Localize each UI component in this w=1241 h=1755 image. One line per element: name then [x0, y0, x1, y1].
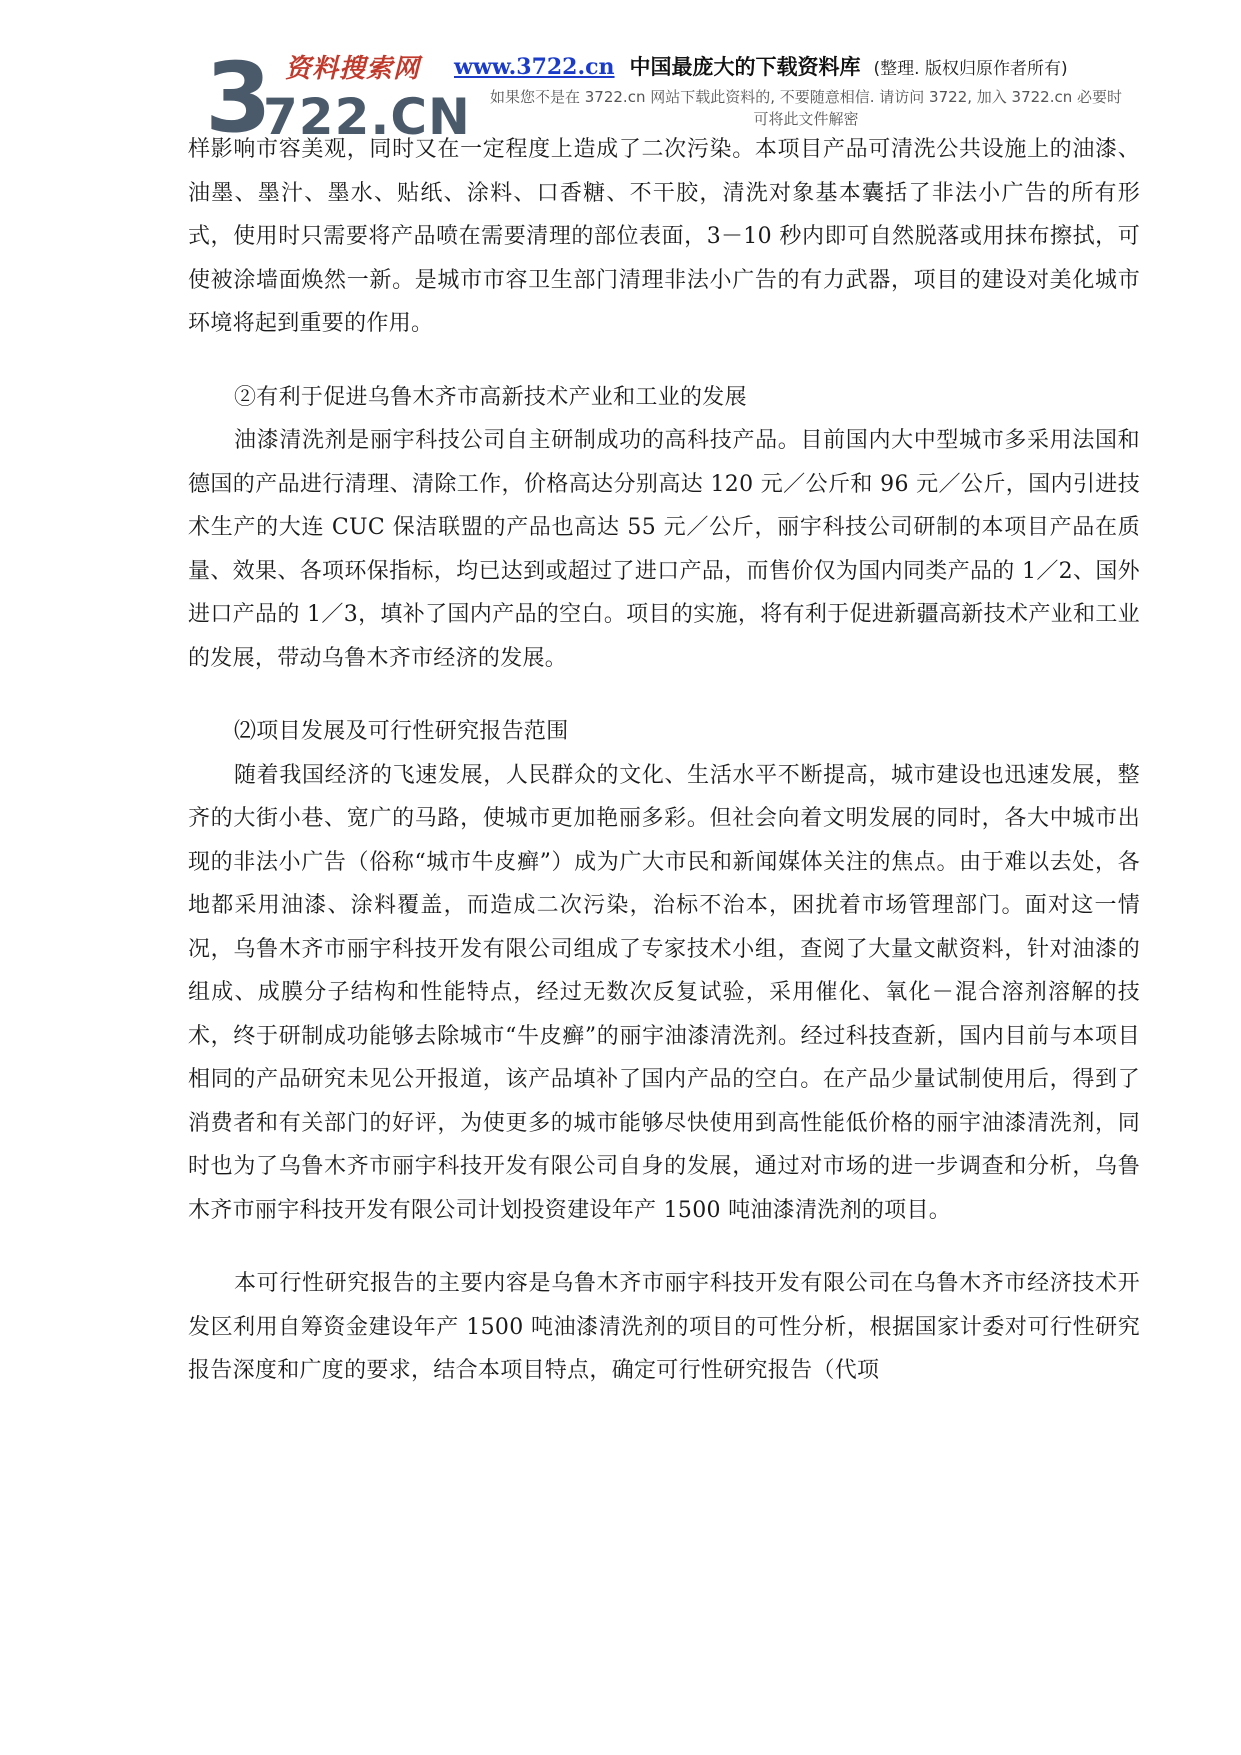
download-disclaimer: 如果您不是在 3722.cn 网站下载此资料的, 不要随意相信. 请访问 3722, 加入 3722.cn 必要时可将此文件解密	[489, 88, 1123, 128]
document-body	[188, 128, 1140, 1393]
paragraph-background: 随着我国经济的飞速发展，人民群众的文化、生活水平不断提高，城市建设也迅速发展，整齐的大街小巷、宽广的马路，使城市更加艳丽多彩。但社会向着文明发展的同时，各大中城市出现的非法小广告（俗称“城市牛皮癣”）成为广大市民和新闻媒体关注的焦点。由于难以去处，各地都采用油漆、涂料覆盖，而造成二次污染，治标不治本，困扰着市场管理部门。面对这一情况，乌鲁木齐市丽宇科技开发有限公司组成了专家技术小组，查阅了大量文献资料，针对油漆的组成、成膜分子结构和性能特点，经过无数次反复试验，采用催化、氧化－混合溶剂溶解的技术，终于研制成功能够去除城市“牛皮癣”的丽宇油漆清洗剂。经过科技查新，国内目前与本项目相同的产品研究未见公开报道，该产品填补了国内产品的空白。在产品少量试制使用后，得到了消费者和有关部门的好评，为使更多的城市能够尽快使用到高性能低价格的丽宇油漆清洗剂，同时也为了乌鲁木齐市丽宇科技开发有限公司自身的发展，通过对市场的进一步调查和分析，乌鲁木齐市丽宇科技开发有限公司计划投资建设年产 1500 吨油漆清洗剂的项目。	[188, 762, 1140, 1223]
logo-domain: 722.CN	[263, 88, 471, 146]
paragraph-continuation: 样影响市容美观，同时又在一定程度上造成了二次污染。本项目产品可清洗公共设施上的油漆、油墨、墨汁、墨水、贴纸、涂料、口香糖、不干胶，清洗对象基本囊括了非法小广告的所有形式，使用时只需要将产品喷在需要清理的部位表面，3－10 秒内即可自然脱落或用抹布擦拭，可使被涂墙面焕然一新。是城市市容卫生部门清理非法小广告的有力武器，项目的建设对美化城市环境将起到重要的作用。	[188, 137, 1140, 336]
copyright-note: (整理. 版权归原作者所有)	[873, 59, 1068, 79]
site-slogan: 中国最庞大的下载资料库	[629, 55, 861, 79]
section-heading-scope: ⑵项目发展及可行性研究报告范围	[234, 719, 569, 744]
site-url-link[interactable]: www.3722.cn	[454, 54, 615, 80]
logo-tagline: 资料搜索网	[285, 54, 421, 84]
logo-number: 3	[205, 42, 272, 154]
paragraph-product-pricing: 油漆清洗剂是丽宇科技公司自主研制成功的高科技产品。目前国内大中型城市多采用法国和德国的产品进行清理、清除工作，价格高达分别高达 120 元／公斤和 96 元／公斤，国内引进技术生产的大连 CUC 保洁联盟的产品也高达 55 元／公斤，丽宇科技公司研制的本项目产品在质量、效果、各项环保指标，均已达到或超过了进口产品，而售价仅为国内同类产品的 1／2、国外进口产品的 1／3，填补了国内产品的空白。项目的实施，将有利于促进新疆高新技术产业和工业的发展，带动乌鲁木齐市经济的发展。	[188, 428, 1140, 671]
header-banner	[454, 54, 1068, 82]
section-heading-hitech: ②有利于促进乌鲁木齐市高新技术产业和工业的发展	[234, 384, 747, 410]
paragraph-report-content: 本可行性研究报告的主要内容是乌鲁木齐市丽宇科技开发有限公司在乌鲁木齐市经济技术开发区利用自筹资金建设年产 1500 吨油漆清洗剂的项目的可性分析，根据国家计委对可行性研究报告深度和广度的要求，结合本项目特点，确定可行性研究报告（代项	[188, 1271, 1140, 1383]
site-logo	[205, 42, 471, 154]
